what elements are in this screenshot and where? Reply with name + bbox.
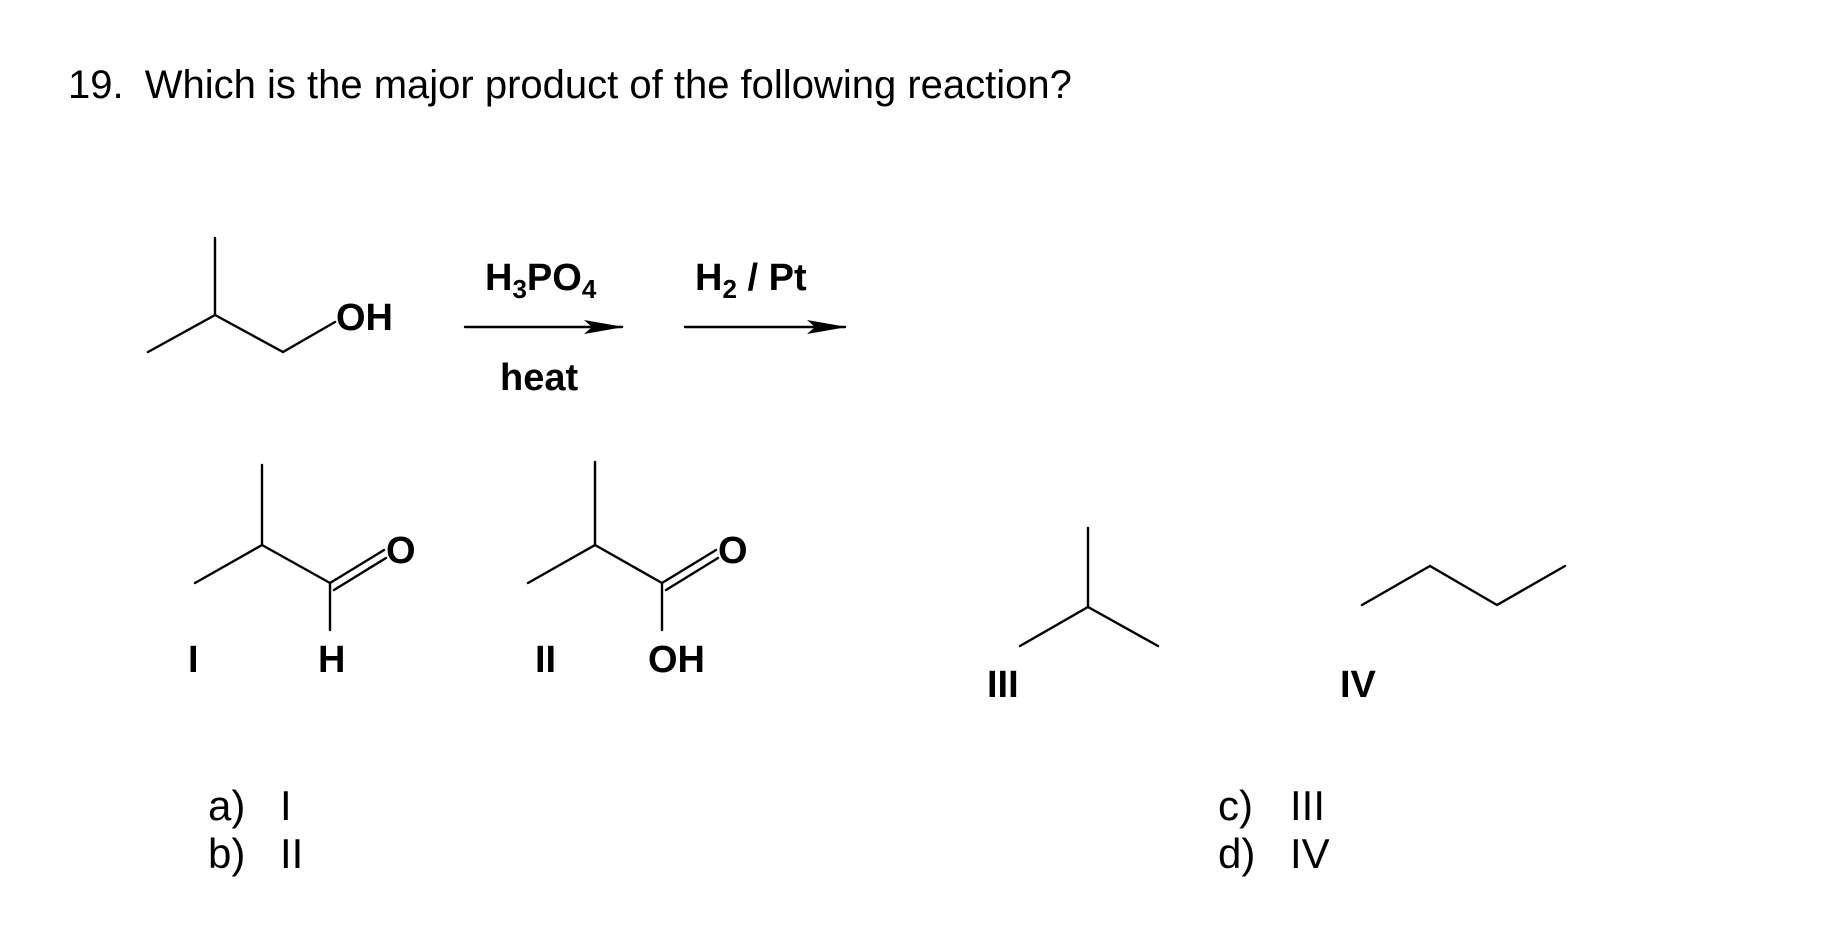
product-ii-double-bond-a xyxy=(662,550,716,583)
answer-a-value: I xyxy=(280,782,292,829)
question-text xyxy=(68,63,1072,107)
product-i-bond-chain xyxy=(262,545,330,583)
product-i-double-bond-b xyxy=(334,558,386,590)
product-i-double-bond-a xyxy=(330,550,384,583)
answer-choice-a[interactable] xyxy=(208,782,292,829)
answer-a-letter: a) xyxy=(208,782,246,829)
reactant-structure xyxy=(148,238,393,352)
answer-choice-b[interactable] xyxy=(208,830,303,877)
product-iv-bond-chain xyxy=(1362,566,1565,605)
product-iii-bond-methyls xyxy=(1020,607,1158,646)
product-ii-structure xyxy=(528,462,748,681)
reactant-bond-chain xyxy=(215,315,335,352)
product-iv-structure xyxy=(1340,566,1565,706)
product-ii-hydroxyl-label: OH xyxy=(648,639,705,681)
product-ii-numeral: II xyxy=(535,639,557,681)
answer-c-value: III xyxy=(1290,782,1326,829)
reactant-hydroxyl-label: OH xyxy=(336,297,393,339)
product-i-oxygen-label: O xyxy=(386,530,416,572)
product-ii-oxygen-label: O xyxy=(718,530,748,572)
answer-choice-d[interactable] xyxy=(1218,830,1330,877)
product-ii-bond-chain xyxy=(595,545,662,583)
answer-b-value: II xyxy=(280,830,304,877)
product-i-structure xyxy=(188,465,416,681)
product-i-bond-methyls xyxy=(195,465,262,583)
answer-choices xyxy=(208,782,1330,877)
answer-d-letter: d) xyxy=(1218,830,1256,877)
step1-reagent-label: $H_3PO_4$ xyxy=(485,257,597,304)
product-i-numeral: I xyxy=(188,639,199,681)
product-ii-double-bond-b xyxy=(666,558,718,590)
product-ii-bond-methyls xyxy=(528,462,595,583)
answer-choice-c[interactable] xyxy=(1218,782,1325,829)
product-iv-numeral: IV xyxy=(1340,664,1376,706)
question-body: Which is the major product of the following reaction? xyxy=(144,63,1072,107)
answer-b-letter: b) xyxy=(208,830,246,877)
question-number: 19. xyxy=(68,63,124,107)
product-iii-numeral: III xyxy=(987,664,1019,706)
reaction-step-1 xyxy=(465,257,622,399)
reactant-bond-methyls xyxy=(148,238,215,352)
step1-condition-label: heat xyxy=(500,357,579,399)
reaction-step-2 xyxy=(685,257,845,327)
answer-d-value: IV xyxy=(1290,830,1330,877)
answer-c-letter: c) xyxy=(1218,782,1253,829)
step2-reagent-label: $H_2$ / Pt xyxy=(695,257,807,304)
product-iii-structure xyxy=(987,528,1158,706)
product-i-hydrogen-label: H xyxy=(318,639,346,681)
